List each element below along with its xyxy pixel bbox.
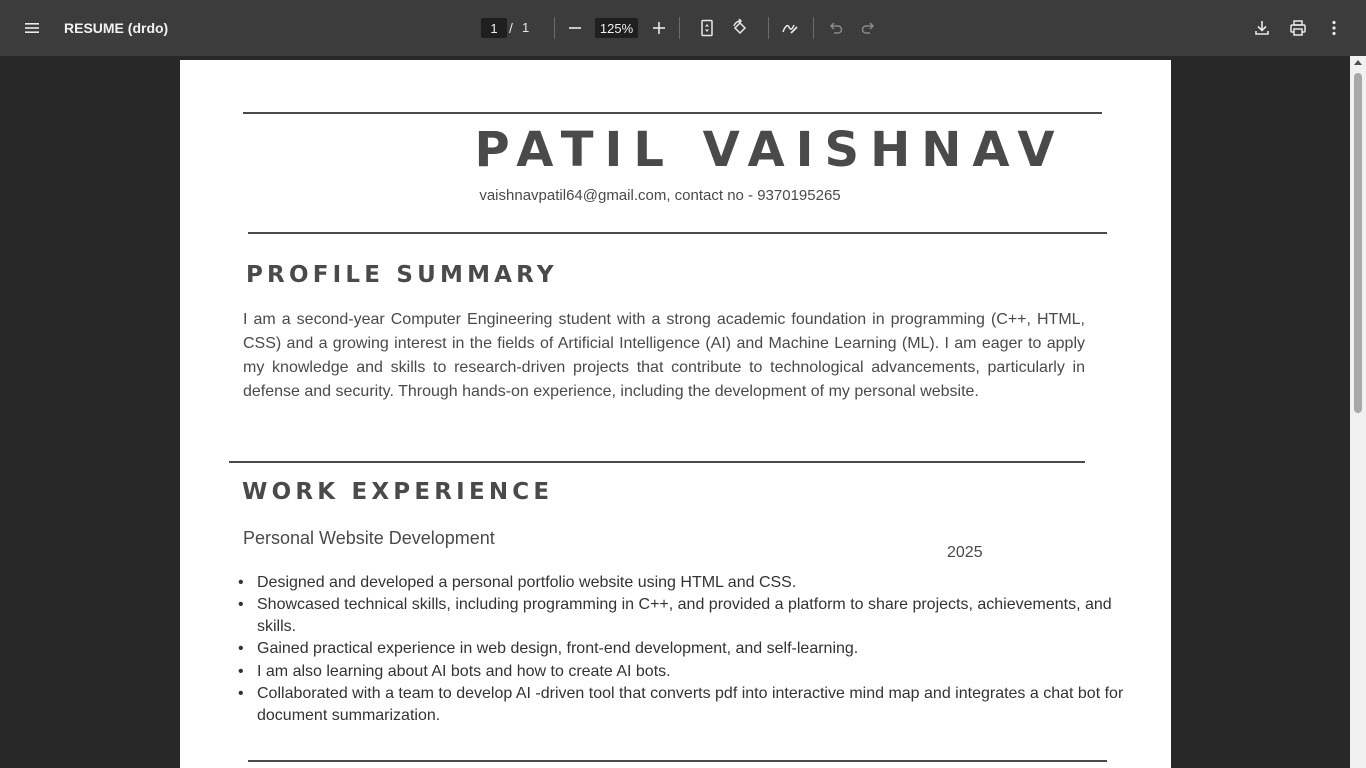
experience-bullets xyxy=(257,572,1132,727)
toolbar-divider xyxy=(554,17,555,39)
work-experience-heading: WORK EXPERIENCE xyxy=(242,479,554,505)
vertical-scrollbar[interactable] xyxy=(1350,56,1366,768)
profile-summary-heading: PROFILE SUMMARY xyxy=(246,262,558,288)
document-title: RESUME (drdo) xyxy=(64,20,169,36)
toolbar-divider xyxy=(768,17,769,39)
resume-name: PATIL VAISHNAV xyxy=(474,122,1066,178)
pdf-viewer[interactable] xyxy=(0,56,1350,768)
zoom-input[interactable] xyxy=(595,18,638,38)
job-title: Personal Website Development xyxy=(243,528,495,548)
undo-button[interactable] xyxy=(820,12,852,44)
pdf-page xyxy=(180,60,1171,768)
page-separator: / xyxy=(509,20,513,36)
minus-icon xyxy=(565,18,585,38)
page-total: 1 xyxy=(522,20,530,35)
fit-page-button[interactable] xyxy=(691,12,723,44)
toolbar-divider xyxy=(679,17,680,39)
divider-line xyxy=(229,461,1085,463)
scrollbar-thumb[interactable] xyxy=(1354,73,1362,413)
contact-info: vaishnavpatil64@gmail.com, contact no - 9370195265 xyxy=(479,187,841,204)
zoom-in-button[interactable] xyxy=(643,12,675,44)
download-button[interactable] xyxy=(1246,12,1278,44)
page-number-input[interactable] xyxy=(481,18,507,38)
annotate-button[interactable] xyxy=(774,12,806,44)
list-item: • Collaborated with a team to develop AI -driven tool that converts pdf into interactive mind map and integrates a chat bot for document summarization. xyxy=(257,683,1132,727)
rotate-icon xyxy=(730,18,750,38)
more-options-icon[interactable] xyxy=(1318,12,1350,44)
menu-icon[interactable] xyxy=(16,12,48,44)
list-item: • Designed and developed a personal portfolio website using HTML and CSS. xyxy=(257,572,1132,594)
redo-icon xyxy=(858,18,878,38)
scroll-up-arrow-icon[interactable] xyxy=(1354,60,1362,65)
plus-icon xyxy=(649,18,669,38)
undo-icon xyxy=(826,18,846,38)
divider-line xyxy=(248,760,1107,762)
rotate-button[interactable] xyxy=(724,12,756,44)
list-item: • Showcased technical skills, including programming in C++, and provided a platform to share projects, achievements, and skills. xyxy=(257,594,1132,638)
profile-summary-text: I am a second-year Computer Engineering student with a strong academic foundation in programming (C++, HTML, CSS) and a growing interest in the fields of Artificial Intelligence (AI) and Machine Learning (ML). I am eager to apply my knowledge and skills to research-driven projects that contribute to technological advancements, particularly in defense and security. Through hands-on experience, including the development of my personal website. xyxy=(243,311,1085,400)
list-item: • Gained practical experience in web design, front-end development, and self-learning. xyxy=(257,638,1132,660)
list-item: • I am also learning about AI bots and how to create AI bots. xyxy=(257,661,1132,683)
draw-icon xyxy=(780,18,800,38)
job-year: 2025 xyxy=(947,544,983,561)
divider-line xyxy=(248,232,1107,234)
print-icon xyxy=(1288,18,1308,38)
download-icon xyxy=(1252,18,1272,38)
divider-line xyxy=(243,112,1102,114)
redo-button[interactable] xyxy=(852,12,884,44)
zoom-out-button[interactable] xyxy=(559,12,591,44)
toolbar-divider xyxy=(813,17,814,39)
pdf-toolbar xyxy=(0,0,1366,56)
print-button[interactable] xyxy=(1282,12,1314,44)
fit-page-icon xyxy=(697,18,717,38)
